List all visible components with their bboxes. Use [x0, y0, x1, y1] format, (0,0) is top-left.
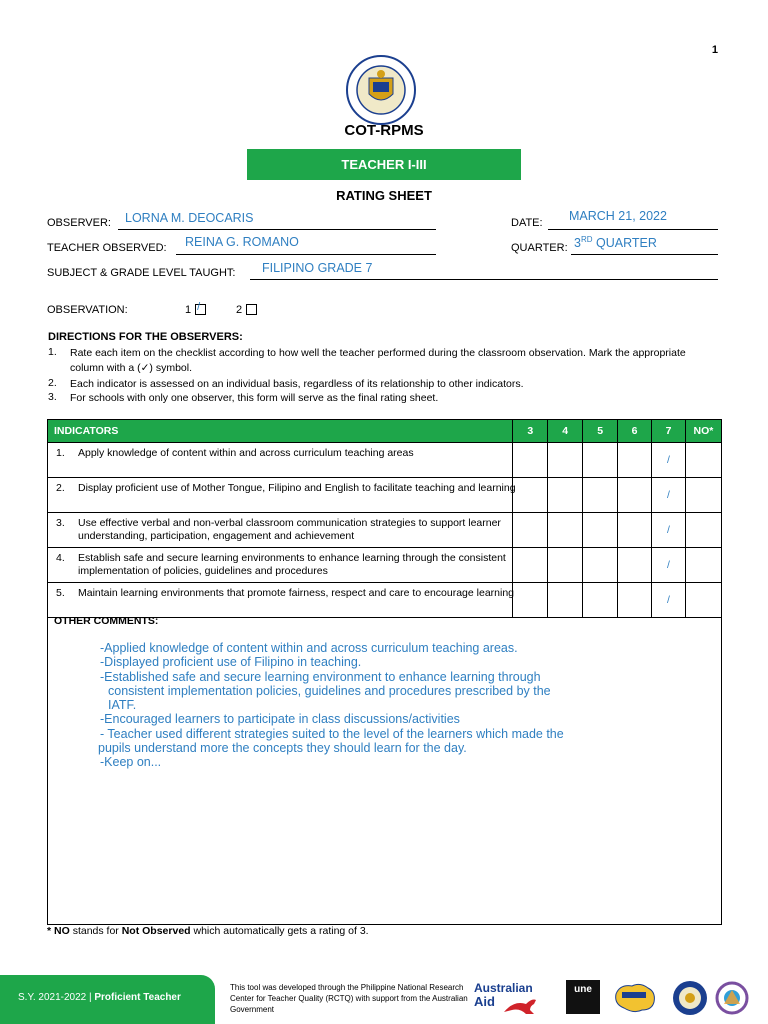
table-row	[48, 443, 722, 478]
comments-text	[100, 641, 620, 770]
aid-line-2: Aid	[474, 994, 495, 1009]
teacher-line	[176, 254, 436, 255]
date-label: DATE:	[511, 217, 543, 229]
indicator-text: Display proficient use of Mother Tongue, Filipino and English to facilitate teaching and learning	[78, 482, 516, 494]
footnote-mid: stands for	[72, 925, 119, 937]
direction-number: 2.	[48, 377, 57, 389]
direction-text: Each indicator is assessed on an individual basis, regardless of its relationship to other indicators.	[70, 378, 524, 390]
direction-item	[48, 377, 688, 392]
rating-cell[interactable]	[583, 513, 618, 548]
observation-label: OBSERVATION:	[47, 304, 128, 316]
rating-cell[interactable]	[618, 548, 652, 583]
comments-title: OTHER COMMENTS:	[54, 615, 159, 627]
footer-sy	[18, 992, 181, 1003]
checkmark-icon: /	[197, 300, 201, 313]
comment-line: -Established safe and secure learning environment to enhance learning through	[100, 669, 541, 684]
indicator-number: 2.	[56, 482, 65, 494]
rating-cell[interactable]	[583, 478, 618, 513]
indicator-number: 5.	[56, 587, 65, 599]
comment-line: -Displayed proficient use of Filipino in teaching.	[100, 655, 362, 670]
comment-line: IATF.	[108, 698, 137, 713]
quarter-label: QUARTER:	[511, 242, 568, 254]
table-row	[48, 583, 722, 618]
rating-cell-7[interactable]: /	[652, 513, 686, 548]
indicator-number: 3.	[56, 517, 65, 529]
footer-credit: This tool was developed through the Philippine National Research Center for Teacher Quality (RCTQ) with support from the Australian Government	[230, 983, 468, 1014]
indicator-text: Use effective verbal and non-verbal classroom communication strategies to support learner understanding, participation, engagement and achievement	[78, 517, 501, 542]
rating-cell[interactable]	[685, 443, 721, 478]
rating-cell-7[interactable]: /	[652, 583, 686, 618]
observation-option-1-label: 1	[185, 304, 192, 316]
rating-cell[interactable]	[618, 443, 652, 478]
rating-cell[interactable]	[548, 548, 583, 583]
footnote-no: NO	[54, 925, 70, 937]
rating-cell[interactable]	[548, 478, 583, 513]
rating-cell[interactable]	[548, 443, 583, 478]
deped-footer-seal-icon	[672, 980, 708, 1016]
indicators-table	[47, 419, 722, 618]
rating-cell[interactable]	[583, 583, 618, 618]
header-rating-3: 3	[513, 420, 548, 443]
header-rating-6: 6	[618, 420, 652, 443]
page-number: 1	[711, 44, 718, 56]
footnote-star: *	[47, 925, 52, 937]
comment-line: consistent implementation policies, guidelines and procedures prescribed by the	[108, 683, 551, 698]
direction-number: 3.	[48, 391, 57, 403]
table-row	[48, 513, 722, 548]
teacher-label: TEACHER OBSERVED:	[47, 242, 167, 254]
kangaroo-icon	[500, 994, 540, 1016]
header-indicators: INDICATORS	[48, 420, 513, 443]
rating-cell[interactable]	[513, 513, 548, 548]
rating-cell[interactable]	[618, 513, 652, 548]
table-row	[48, 478, 722, 513]
page-subtitle: RATING SHEET	[336, 188, 432, 203]
rating-cell-7[interactable]: /	[652, 443, 686, 478]
direction-item	[48, 346, 688, 376]
aid-line-1: Australian	[474, 981, 533, 995]
comment-line: - Teacher used different strategies suited to the level of the learners which made the	[100, 726, 564, 741]
header-rating-4: 4	[548, 420, 583, 443]
subject-line	[250, 279, 718, 280]
observer-line	[118, 229, 436, 230]
comment-line: -Keep on...	[100, 755, 162, 770]
deped-seal-icon	[345, 54, 417, 126]
quarter-value[interactable]	[574, 235, 657, 250]
teacher-level: Proficient Teacher	[94, 992, 181, 1003]
indicator-text: Maintain learning environments that promote fairness, respect and care to encourage learning	[78, 587, 515, 599]
quarter-line	[571, 254, 718, 255]
rating-cell[interactable]	[513, 443, 548, 478]
indicator-number: 4.	[56, 552, 65, 564]
footnote	[47, 925, 369, 937]
rating-cell[interactable]	[685, 548, 721, 583]
observer-label: OBSERVER:	[47, 217, 111, 229]
page-title: COT-RPMS	[344, 122, 424, 139]
rating-cell[interactable]	[513, 548, 548, 583]
position-banner: TEACHER I-III	[247, 149, 521, 180]
observation-1-checkbox[interactable]	[195, 300, 206, 315]
school-year: S.Y. 2021-2022 |	[18, 992, 92, 1003]
rating-cell[interactable]	[583, 443, 618, 478]
observation-option-2-label: 2	[236, 304, 243, 316]
une-logo: une	[566, 980, 600, 1014]
observer-value[interactable]: LORNA M. DEOCARIS	[125, 211, 254, 225]
comment-line: pupils understand more the concepts they should learn for the day.	[98, 741, 467, 756]
date-line	[548, 229, 718, 230]
header-not-observed: NO*	[685, 420, 721, 443]
rating-cell[interactable]	[618, 478, 652, 513]
quarter-word: QUARTER	[596, 236, 657, 251]
rating-cell[interactable]	[618, 583, 652, 618]
indicator-text: Apply knowledge of content within and across curriculum teaching areas	[78, 447, 414, 459]
rating-cell[interactable]	[548, 513, 583, 548]
indicator-number: 1.	[56, 447, 65, 459]
comment-line: -Applied knowledge of content within and across curriculum teaching areas.	[100, 641, 518, 655]
subject-label: SUBJECT & GRADE LEVEL TAUGHT:	[47, 267, 236, 279]
header-rating-7: 7	[652, 420, 686, 443]
table-row	[48, 548, 722, 583]
footnote-bold: Not Observed	[121, 925, 191, 937]
directions-title: DIRECTIONS FOR THE OBSERVERS:	[48, 331, 243, 343]
quarter-suffix: RD	[580, 235, 593, 244]
rating-cell-7[interactable]: /	[652, 478, 686, 513]
direction-item	[48, 391, 688, 406]
comment-line: -Encouraged learners to participate in class discussions/activities	[100, 712, 460, 727]
observation-2-checkbox[interactable]	[246, 304, 257, 315]
observation-option-1[interactable]	[185, 300, 206, 316]
subject-value[interactable]: FILIPINO GRADE 7	[262, 261, 373, 275]
observation-option-2[interactable]	[236, 304, 257, 316]
direction-text: For schools with only one observer, this form will serve as the final rating sheet.	[70, 392, 439, 404]
rating-cell[interactable]	[685, 478, 721, 513]
footnote-rest: which automatically gets a rating of 3.	[193, 925, 369, 937]
rating-cell-7[interactable]: /	[652, 548, 686, 583]
date-value[interactable]: MARCH 21, 2022	[569, 209, 667, 223]
table-header-row	[48, 420, 722, 443]
teacher-value[interactable]: REINA G. ROMANO	[185, 235, 299, 249]
rating-cell[interactable]	[513, 478, 548, 513]
direction-text: Rate each item on the checklist according to how well the teacher performed during the classroom observation. Mark the appropriate column with a (✓) symbol.	[70, 347, 686, 374]
quarter-number: 3	[574, 236, 581, 251]
indicator-text: Establish safe and secure learning environments to enhance learning through the consistent implementation of policies, guidelines and procedures	[78, 552, 506, 577]
rating-cell[interactable]	[513, 583, 548, 618]
partner-logo-icon	[714, 980, 750, 1016]
rctq-australia-logo-icon	[610, 980, 660, 1016]
rating-cell[interactable]	[583, 548, 618, 583]
direction-number: 1.	[48, 346, 57, 358]
header-rating-5: 5	[583, 420, 618, 443]
rating-cell[interactable]	[548, 583, 583, 618]
rating-cell[interactable]	[685, 583, 721, 618]
rating-cell[interactable]	[685, 513, 721, 548]
